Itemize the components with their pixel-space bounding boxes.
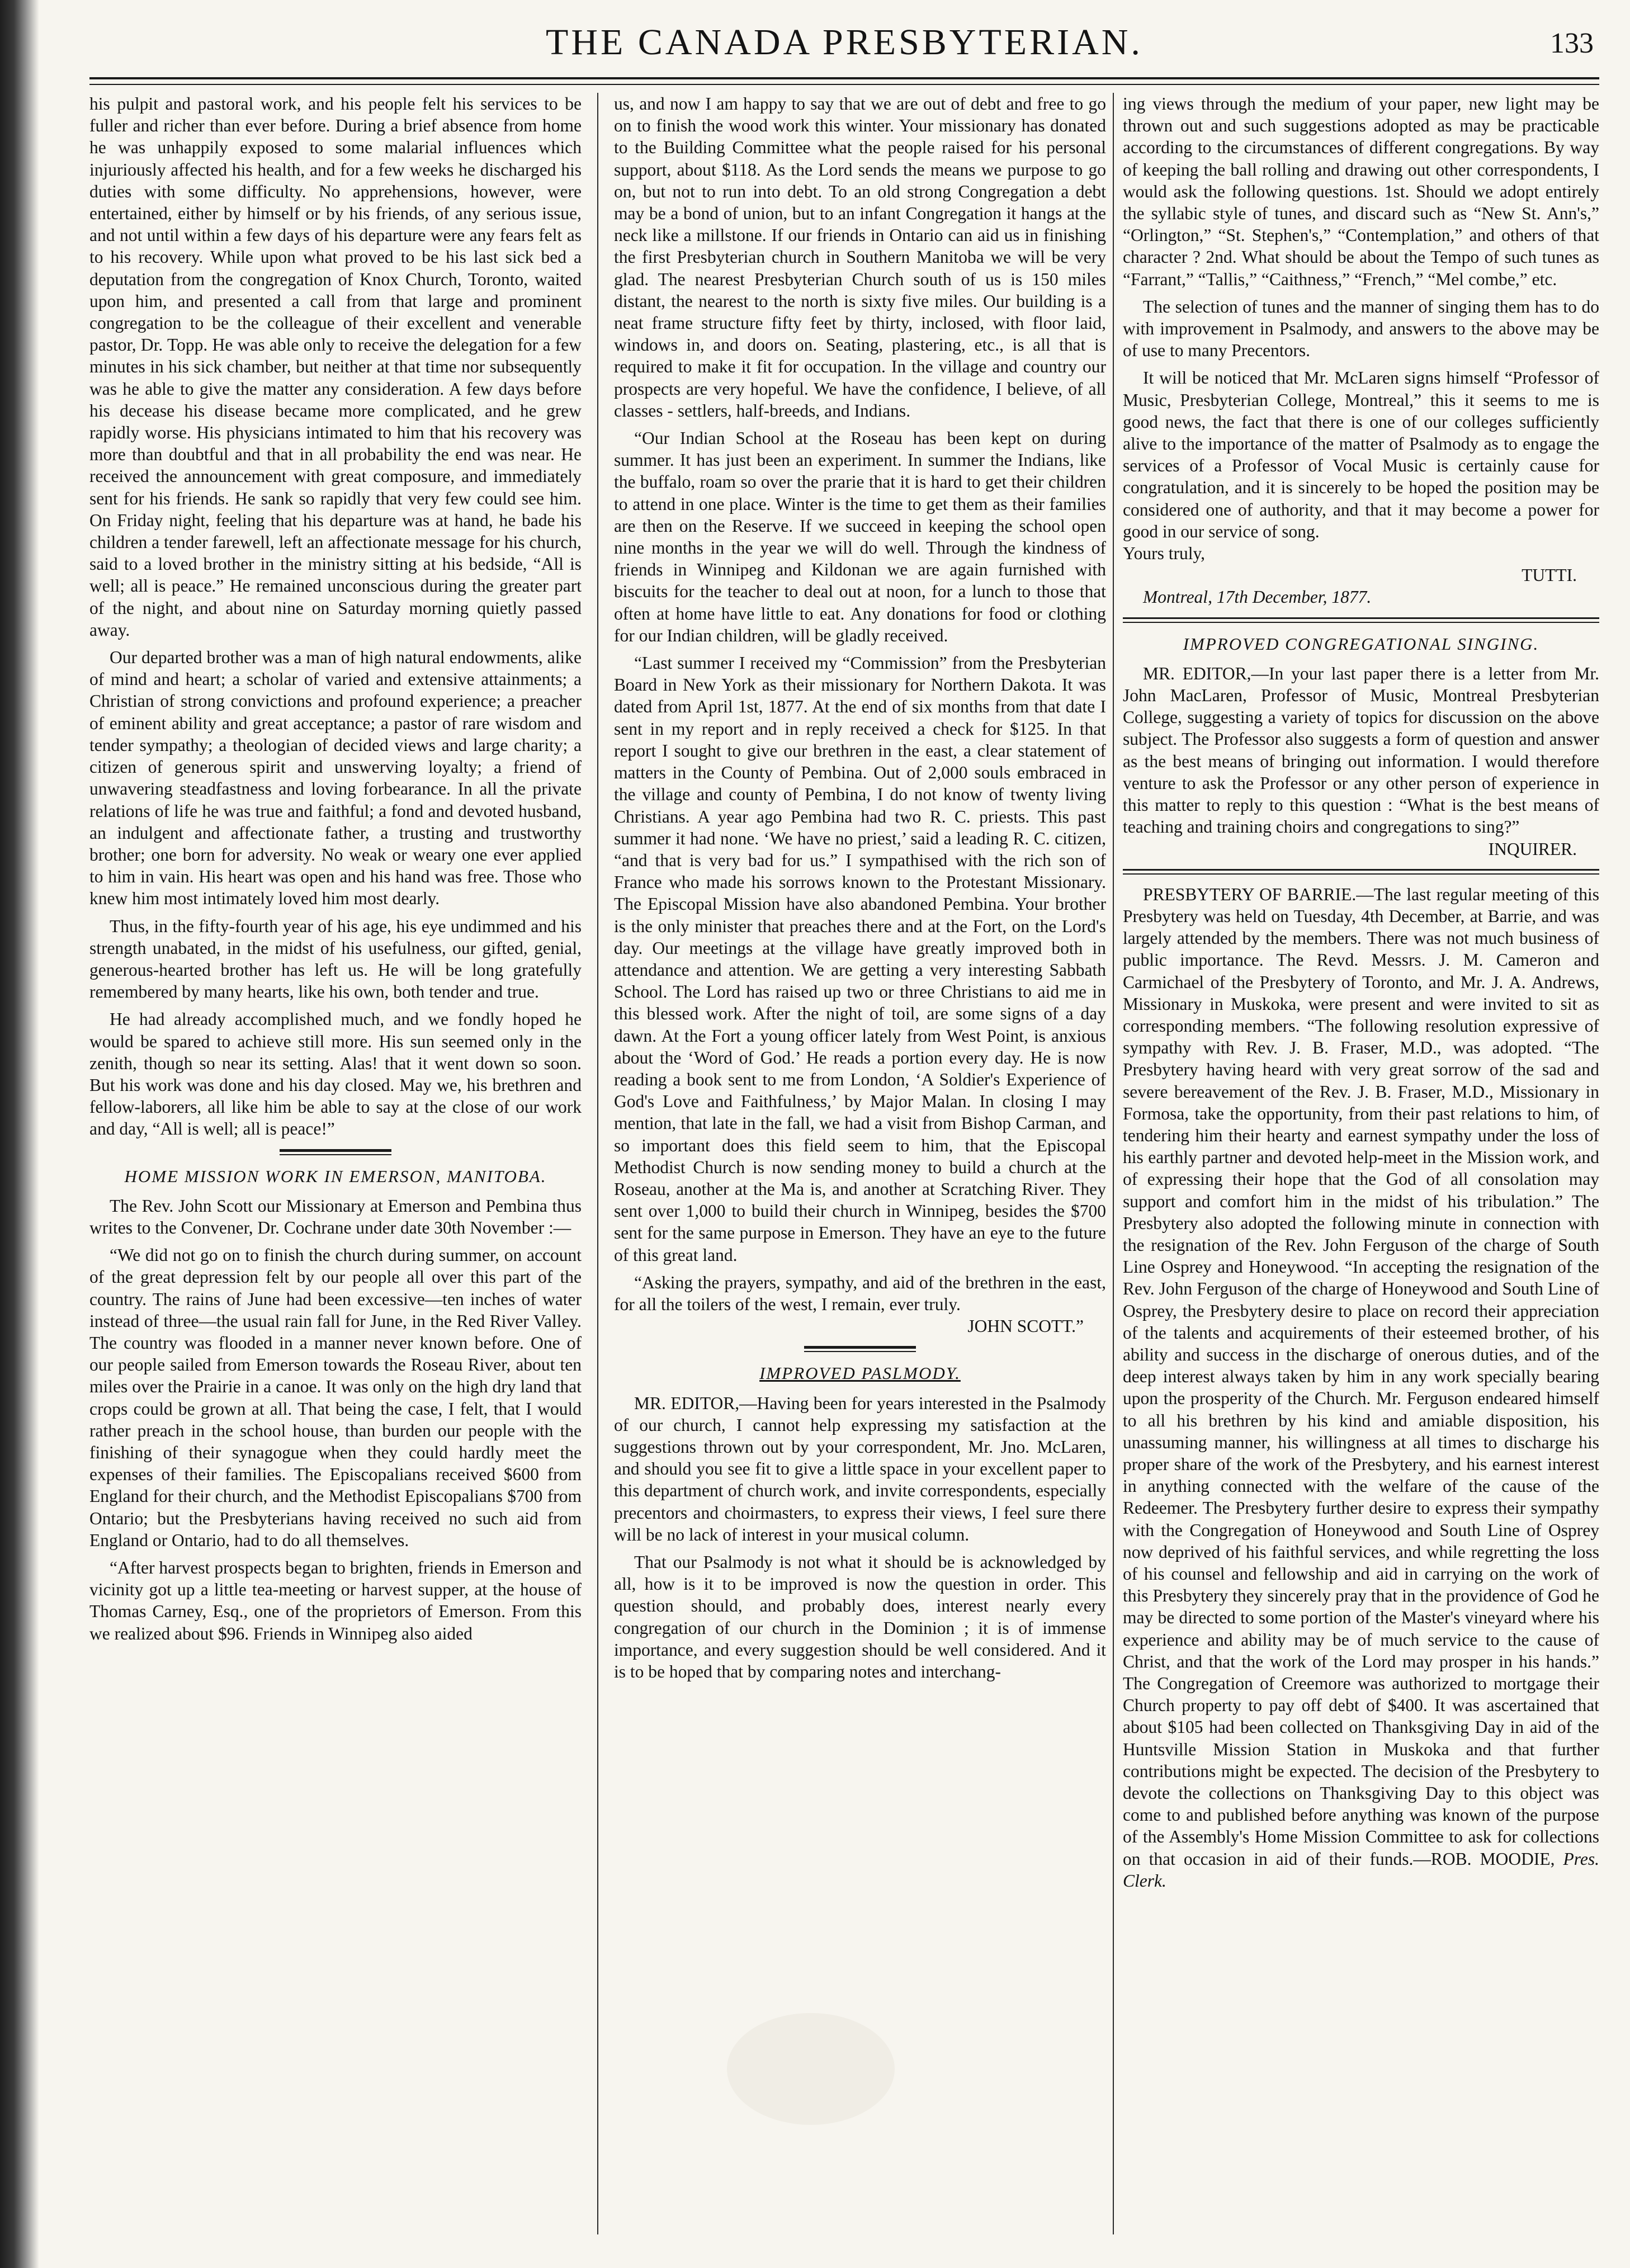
masthead-rule — [89, 77, 1599, 85]
article-paragraph: “Our Indian School at the Roseau has been kept on during summer. It has just been an experiment. In summer the Indians, like the buffalo, roam so over the prarie that it is hard to get their children to attend in one place. Winter is the time to get them as their families are then on the Reserve. If we succeed in keeping the school open nine months in the year we will do well. Through the kindness of friends in Winnipeg and Kildonan we are again furnished with biscuits for the teacher to deal out at noon, for a lunch to those that often at home have little to eat. Any donations for food or clothing for our Indian children, will be gladly received. — [614, 428, 1106, 645]
obituary-paragraph: Thus, in the fifty-fourth year of his age, his eye undimmed and his strength unabated, in the midst of his usefulness, our gifted, genial, generous-hearted brother has left us. He will be long gratefully remembered by many hearts, like his own, both tender and true. — [89, 916, 582, 1002]
letter-paragraph: The selection of tunes and the manner of singing them has to do with improvement in Psalmody, and answers to the above may be of use to many Precentors. — [1123, 296, 1599, 361]
signature-name: —ROB. MOODIE, — [1413, 1849, 1555, 1869]
signature-john-scott: JOHN SCOTT.” — [967, 1316, 1084, 1336]
obituary-paragraph: He had already accomplished much, and we fondly hoped he would be spared to achieve still more. His sun seemed only in the zenith, though so near its setting. Alas! that it went down so soon. But his work was done and his day closed. May we, his brethren and fellow-laborers, all like him be able to say at the close of our work and day, “All is well; all is peace!” — [89, 1009, 582, 1139]
paper-stain — [727, 2013, 895, 2125]
section-separator — [280, 1149, 391, 1155]
section-heading-psalmody: IMPROVED PASLMODY. — [759, 1363, 961, 1383]
article-paragraph: “We did not go on to finish the church during summer, on account of the great depression felt by our people all over this part of the country. The rains of June had been excessive—ten inches of water instead of three—the usual rain fall for June, in the Red River Valley. The country was flooded in a manner never known before. One of our people sailed from Emerson towards the Roseau River, about ten miles over the Prairie in a canoe. It was only on the high dry land that crops could be grown at all. That being the case, I felt, that I would rather preach in the school house, than burden our people with the finishing of their synagogue when they could hardly meet the expenses of their families. The Episcopalians received $600 from England for their church, and the Methodist Episcopalians $700 from Ontario; but the Presbyterians having received no such aid from England or Ontario, had to do all themselves. — [89, 1245, 582, 1550]
letter-paragraph: That our Psalmody is not what it should be is acknowledged by all, how is it to be improved is now the question in order. This question should, and probably does, interest nearly every congregation of our church in the Dominion ; it is of immense importance, and every suggestion should be well considered. And it is to be hoped that by comparing notes and interchang- — [614, 1552, 1106, 1682]
letter-paragraph: ing views through the medium of your paper, new light may be thrown out and such suggestions adopted as may be practicable according to the circumstances of different congregations. By way of keeping the ball rolling and drawing out other correspondents, I would ask the following questions. 1st. Should we adopt entirely the syllabic style of tunes, and discard such as “New St. Ann's,” “Orlington,” “St. Stephen's,” “Contemplation,” and others of that character ? 2nd. What should be about the Tempo of such tunes as “Farrant,” “Tallis,” “Caithness,” “French,” “Mel combe,” etc. — [1123, 94, 1599, 289]
column-1 — [89, 93, 582, 1645]
salutation: MR. EDITOR, — [1143, 663, 1251, 683]
book-binding-edge — [0, 0, 39, 2268]
presbytery-report — [1123, 883, 1599, 1892]
section-heading-congregational-singing: IMPROVED CONGREGATIONAL SINGING. — [1183, 634, 1539, 654]
section-rule — [1123, 617, 1599, 623]
column-divider — [597, 93, 598, 2234]
section-heading-home-mission: HOME MISSION WORK IN EMERSON, MANITOBA. — [124, 1166, 547, 1186]
letter-paragraph — [1123, 663, 1599, 838]
signature-inquirer: INQUIRER. — [1488, 839, 1577, 859]
letter-paragraph — [614, 1392, 1106, 1546]
column-3 — [1123, 93, 1599, 1892]
section-separator — [804, 1346, 916, 1352]
section-rule — [1123, 869, 1599, 875]
signature-tutti: TUTTI. — [1522, 565, 1577, 585]
closing: Yours truly, — [1123, 544, 1206, 564]
article-paragraph: us, and now I am happy to say that we are out of debt and free to go on to finish the wood work this winter. Your missionary has donated to the Building Committee what the people raised for his personal support, about $118. As the Lord sends the means we purpose to go on, but not to run into debt. To an old strong Congregation a debt may be a bond of union, but to an infant Congregation it hangs at the neck like a millstone. If our friends in Ontario can aid us in finishing the first Presbyterian church in Southern Manitoba we will be very glad. The nearest Presbyterian Church south of us is 150 miles distant, the nearest to the north is sixty five miles. Our building is a neat frame structure fifty feet by thirty, inclosed, with floor laid, windows in, and doors on. Seating, plastering, etc., is all that is required to make it fit for occupation. In the village and country our prospects are very hopeful. We have the confidence, I believe, of all classes - settlers, half-breeds, and Indians. — [614, 94, 1106, 420]
masthead — [89, 17, 1599, 78]
article-paragraph: The Rev. John Scott our Missionary at Emerson and Pembina thus writes to the Convener, Dr. Cochrane under date 30th November :— — [89, 1196, 582, 1237]
article-paragraph: “Asking the prayers, sympathy, and aid of the brethren in the east, for all the toilers of the west, I remain, ever truly. — [614, 1272, 1106, 1314]
report-text: —The last regular meeting of this Presbytery was held on Tuesday, 4th December, at Barrie, and was largely attended by the members. There was not much business of public importance. The Revd. Messrs. J. M. Cameron and Carmichael of the Presbytery of Toronto, and Mr. J. A. Andrews, Missionary in Muskoka, were present and were invited to sit as corresponding members. “The following resolution expressive of sympathy with Rev. J. B. Fraser, M.D., was adopted. “The Presbytery having heard with very great sorrow of the sad and severe bereavement of the Rev. J. B. Fraser, M.D., Missionary in Formosa, take the opportunity, from their past relations to him, of tendering him their hearty and earnest sympathy under the loss of his earthly partner and devoted help-meet in the Mission work, and of expressing their hope that the God of all consolation may support and comfort him in the midst of his tribulation.” The Presbytery also adopted the following minute in connection with the resignation of the Rev. John Ferguson of the charge of South Line Osprey and Honeywood. “In accepting the resignation of the Rev. John Ferguson of the charge of Honeywood and South Line of Osprey, the Presbytery desire to place on record their appreciation of the talents and acquirements of their esteemed brother, of his ability and success in the discharge of onerous duties, and of the deep interest always taken by him in any work specially bearing upon the prosperity of the Church. Mr. Ferguson endeared himself to all his brethren by his kind and amiable disposition, his unassuming manner, his willingness at all times to discharge his proper share of the work of the Presbytery, and his earnest interest in anything connected with the welfare of the cause of the Redeemer. The Presbytery further desire to express their sympathy with the Congregation of Honeywood and South Line of Osprey now deprived of his faithful services, and while regretting the loss of his counsel and fellowship and aid in carrying on the work of this Presbytery they sincerely pray that in the providence of God he may be directed to some portion of the Master's vineyard where his experience and ability may be of much service to the cause of Christ, and that the work of the Lord may prosper in his hands.” The Congregation of Creemore was authorized to mortgage their Church property to pay off debt of $400. It was ascertained that about $105 had been collected on Thanksgiving Day in aid of the Huntsville Mission Station in Muskoka and that further contributions might be expected. The decision of the Presbytery to devote the collections on Thanksgiving Day to this object was come to and published before anything was known of the purpose of the Assembly's Home Mission Committee to ask for collections on that occasion in aid of their funds. — [1123, 884, 1599, 1869]
obituary-paragraph: his pulpit and pastoral work, and his people felt his services to be fuller and richer than ever before. During a brief absence from home he was unhappily exposed to some malarial influences which injuriously affected his health, and for a few weeks he discharged his duties with some difficulty. No apprehensions, however, were entertained, either by himself or by his friends, of any serious issue, and not until within a few days of his departure were any fears felt as to his recovery. While upon what proved to be his last sick bed a deputation from the congregation of Knox Church, Toronto, waited upon him, and presented a call from that large and prominent congregation to be the colleague of their excellent and venerable pastor, Dr. Topp. He was able only to receive the delegation for a few minutes in his sick chamber, but neither at that time nor subsequently was he able to give the matter any consideration. A few days before his decease his disease became more complicated, and he grew rapidly worse. His physicians intimated to him that his recovery was more than doubtful and that in all probability the end was near. He received the announcement with great composure, and immediately sent for his friends. He sank so rapidly that very few could see him. On Friday night, feeling that his departure was at hand, he bade his children a tender farewell, left an affectionate message for his church, said to a loved brother in the ministry sitting at his bedside, “All is well; all is peace.” He remained unconscious during the greater part of the night, and about nine on Saturday morning quietly passed away. — [89, 94, 582, 640]
letter-date: Montreal, 17th December, 1877. — [1143, 587, 1372, 607]
signature-title: Pres. Clerk. — [1123, 1849, 1599, 1891]
letter-paragraph: It will be noticed that Mr. McLaren signs himself “Professor of Music, Presbyterian College, Montreal,” this it seems to me is good news, the fact that there is one of our colleges sufficiently alive to the importance of the matter of Psalmody as to engage the services of a Professor of Vocal Music is certainly cause for congratulation, and it is sincerely to be hoped the position may be considered one of authority, and that it may become a power for good in our service of song. — [1123, 368, 1599, 541]
obituary-paragraph: Our departed brother was a man of high natural endowments, alike of mind and heart; a scholar of varied and extensive attainments; a Christian of strong convictions and profound experience; a preacher of eminent ability and great acceptance; a pastor of rare wisdom and tender sympathy; a theologian of decided views and large charity; a citizen of generous spirit and unswerving loyalty; a friend of unwavering steadfastness and loving forbearance. In all the private relations of life he was true and faithful; a fond and devoted husband, an indulgent and affectionate father, a trusting and trustworthy brother; one born for adversity. No weak or weary one ever applied to him in vain. His heart was open and his hand was free. Those who knew him most intimately loved him most dearly. — [89, 648, 582, 909]
column-2 — [614, 93, 1106, 1683]
newspaper-title: THE CANADA PRESBYTERIAN. — [546, 22, 1143, 63]
report-lead: PRESBYTERY OF BARRIE. — [1143, 884, 1357, 904]
page-number: 133 — [1550, 27, 1594, 59]
column-divider — [1113, 93, 1114, 2234]
letter-text: —Having been for years interested in the Psalmody of our church, I cannot help expressing my satisfaction at the suggestions thrown out by your correspondent, Mr. Jno. McLaren, and should you see fit to give a little space in your excellent paper to this department of church work, and invite correspondents, especially precentors and choirmasters, to express their views, I feel sure there will be no lack of interest in your musical column. — [614, 1393, 1107, 1544]
letter-text: —In your last paper there is a letter from Mr. John MacLaren, Professor of Music, Montreal Presbyterian College, suggesting a variety of topics for discussion on the above subject. The Professor also suggests a form of question and answer as the best means of bringing out information. I would therefore venture to ask the Professor or any other person of experience in this matter to reply to this question : “What is the best means of teaching and training choirs and congregations to sing?” — [1123, 663, 1599, 837]
salutation: MR. EDITOR, — [634, 1393, 740, 1413]
article-paragraph: “Last summer I received my “Commission” from the Presbyterian Board in New York as their missionary for Northern Dakota. It was dated from April 1st, 1877. At the end of six months from that date I sent in my report and in reply received a check for $125. In that report I sought to give our brethren in the east, a clear statement of matters in the County of Pembina. Out of 2,000 souls embraced in the village and county of Pembina, I do not know of twenty living Christians. A year ago Pembina had two R. C. priests. This past summer it had none. ‘We have no priest,’ said a leading R. C. citizen, “and that is very bad for us.” I sympathised with the rich son of France who made his sorrows known to the Protestant Missionary. The Episcopal Mission have also abandoned Pembina. Your brother is the only minister that preaches there and at the Fort, on the Lord's day. Our meetings at the village have greatly improved both in attendance and attention. We are getting a very interesting Sabbath School. The Lord has raised up two or three Christians to aid me in this blessed work. After the night of toil, are some signs of a day dawn. At the Fort a young officer lately from West Point, is anxious about the ‘Word of God.’ He reads a portion every day. He is now reading a book sent to me from London, ‘A Soldier's Experience of God's Love and Faithfulness,’ by Major Malan. In closing I may mention, that late in the fall, we had a visit from Bishop Carman, and so important does this field seem to him, that the Episcopal Methodist Church is now sending money to build a church at the Roseau, another at the Ma is, and another at Scratching River. They sent over 1,000 to build their church in Winnipeg, besides the $700 sent for the same purpose in Emerson. They have an eye to the future of this great land. — [614, 653, 1106, 1265]
article-paragraph: “After harvest prospects began to brighten, friends in Emerson and vicinity got up a little tea-meeting or harvest supper, at the house of Thomas Carney, Esq., one of the proprietors of Emerson. From this we realized about $96. Friends in Winnipeg also aided — [89, 1558, 582, 1643]
